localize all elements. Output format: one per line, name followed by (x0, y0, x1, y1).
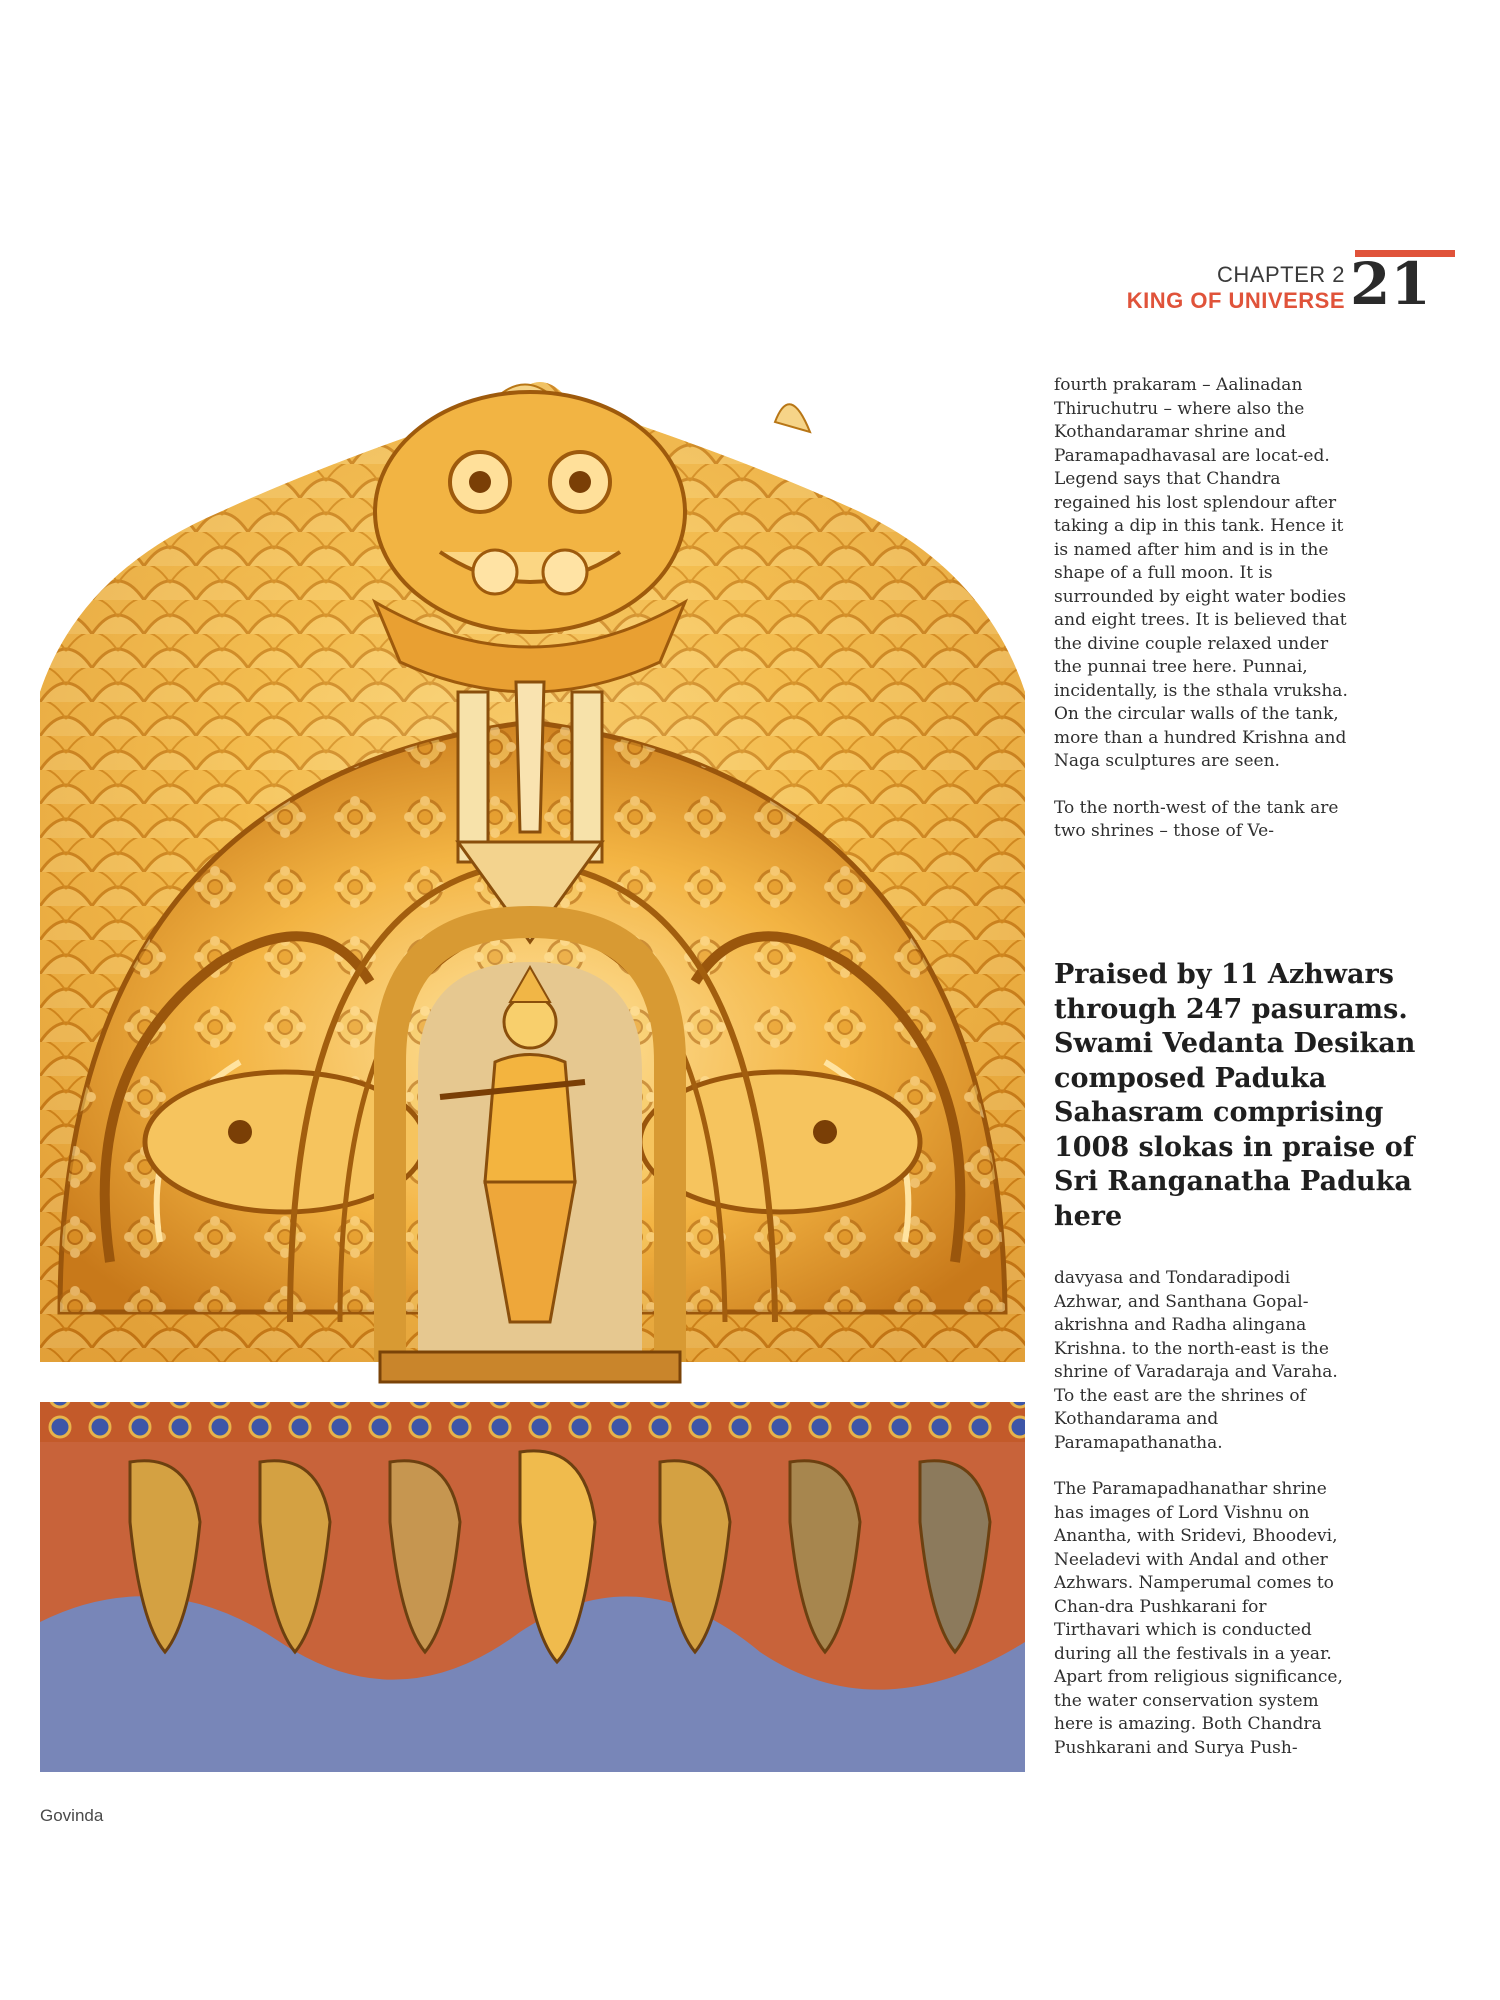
page-number: 21 (1350, 250, 1431, 318)
golden-vimana-illustration (40, 362, 1025, 1772)
paragraph: The Paramapadhanathar shrine has images of Lord Vishnu on Anantha, with Sridevi, Bhoodevi, Neeladevi with Andal and other Azhwars. Namperumal comes to Chan-dra Pushkarani for Tirthavari which is conducted during all the festivals in a year. Apart from religious significance, the water conservation system here is amazing. Both Chandra Pushkarani and Surya Push- (1054, 1479, 1343, 1758)
paragraph: To the north-west of the tank are two shrines – those of Ve- (1054, 797, 1339, 841)
body-column-top (1054, 374, 1354, 867)
chapter-label: CHAPTER 2 (1217, 262, 1345, 287)
chapter-title: KING OF UNIVERSE (1126, 288, 1345, 313)
body-column-bottom (1054, 1267, 1354, 1783)
golden-vimana-photo (40, 362, 1025, 1772)
paragraph: davyasa and Tondaradipodi Azhwar, and Santhana Gopal-akrishna and Radha alingana Krishna. to the north-east is the shrine of Varadaraja and Varaha. To the east are the shrines of Kothandarama and Paramapathanatha. (1054, 1268, 1338, 1453)
pull-quote: Praised by 11 Azhwars through 247 pasurams. Swami Vedanta Desikan composed Paduka Sahasram comprising 1008 slokas in praise of Sri Ranganatha Paduka here (1054, 959, 1416, 1232)
chapter-heading (1090, 262, 1345, 314)
paragraph: fourth prakaram – Aalinadan Thiruchutru – where also the Kothandaramar shrine and Paramapadhavasal are locat-ed. Legend says that Chandra regained his lost splendour after taking a dip in this tank. Hence it is named after him and is in the shape of a full moon. It is surrounded by eight water bodies and eight trees. It is believed that the divine couple relaxed under the punnai tree here. Punnai, incidentally, is the sthala vruksha. On the circular walls of the tank, more than a hundred Krishna and Naga sculptures are seen. (1054, 375, 1348, 771)
kirtimukha-ornament (375, 392, 685, 692)
photo-caption: Govinda (40, 1806, 104, 1825)
